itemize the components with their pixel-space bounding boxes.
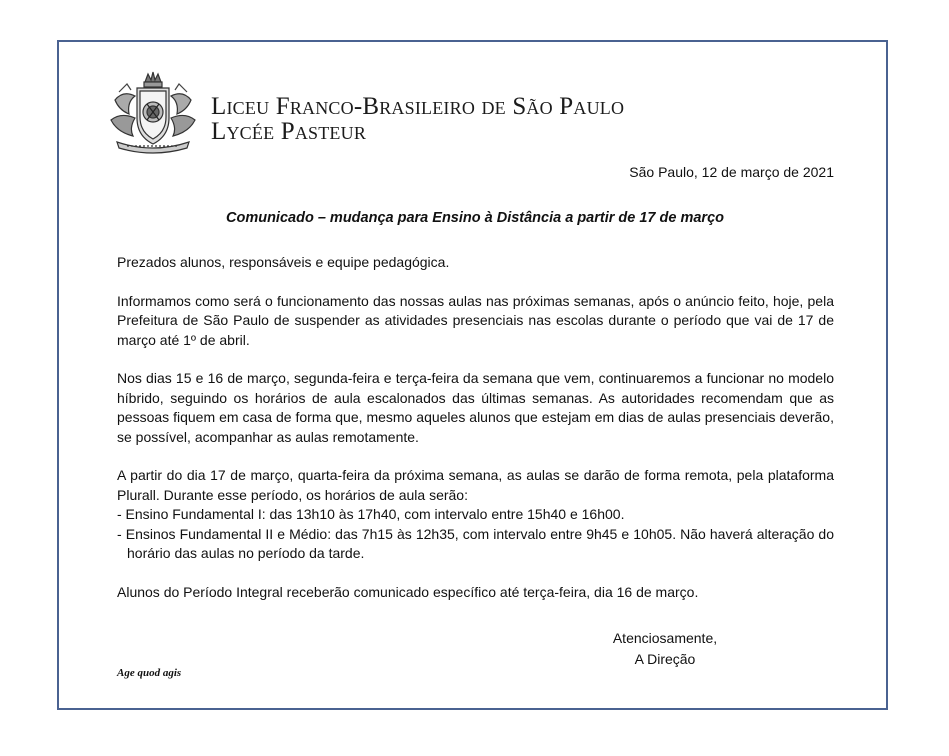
closing-block bbox=[560, 628, 770, 670]
closing-signature: A Direção bbox=[634, 651, 696, 667]
school-motto: Age quod agis bbox=[117, 667, 182, 679]
school-name: Liceu Franco-Brasileiro de São Paulo bbox=[211, 93, 625, 120]
letterhead bbox=[211, 94, 624, 144]
schedule-list bbox=[117, 505, 834, 564]
paragraph-hybrid: Nos dias 15 e 16 de março, segunda-feira e terça-feira da semana que vem, continuaremos a funcionar no modelo híbrido, seguindo os horários de aula escalonados das últimas semanas. As autoridades recomendam que as pessoas fiquem em casa de forma que, mesmo aqueles alunos que estejam em dias de aulas presenciais deverão, se possível, acompanhar as aulas remotamente. bbox=[117, 370, 834, 445]
paragraph-announcement: Informamos como será o funcionamento das nossas aulas nas próximas semanas, após o anúncio feito, hoje, pela Prefeitura de São Paulo de suspender as atividades presenciais nas escolas durante o período que vai de 17 de março até 1º de abril. bbox=[117, 292, 834, 348]
paragraph-remote: A partir do dia 17 de março, quarta-feira da próxima semana, as aulas se darão de forma remota, pela plataforma Plurall. Durante esse período, os horários de aula serão: bbox=[117, 467, 834, 503]
paragraph-integral: Alunos do Período Integral receberão comunicado específico até terça-feira, dia 16 de março. bbox=[117, 583, 699, 600]
school-subname: Lycée Pasteur bbox=[211, 118, 367, 145]
salutation: Prezados alunos, responsáveis e equipe pedagógica. bbox=[117, 254, 450, 270]
schedule-item: - Ensinos Fundamental II e Médio: das 7h15 às 12h35, com intervalo entre 9h45 e 10h05. Não haverá alteração do horário das aulas no período da tarde. bbox=[117, 525, 834, 561]
letter-body bbox=[117, 253, 834, 621]
schedule-item: - Ensino Fundamental I: das 13h10 às 17h40, com intervalo entre 15h40 e 16h00. bbox=[117, 506, 625, 522]
notice-title: Comunicado – mudança para Ensino à Distância a partir de 17 de março bbox=[226, 210, 724, 226]
school-crest-icon bbox=[107, 70, 199, 154]
closing-regards: Atenciosamente, bbox=[612, 630, 718, 646]
letter-date: São Paulo, 12 de março de 2021 bbox=[629, 164, 834, 180]
